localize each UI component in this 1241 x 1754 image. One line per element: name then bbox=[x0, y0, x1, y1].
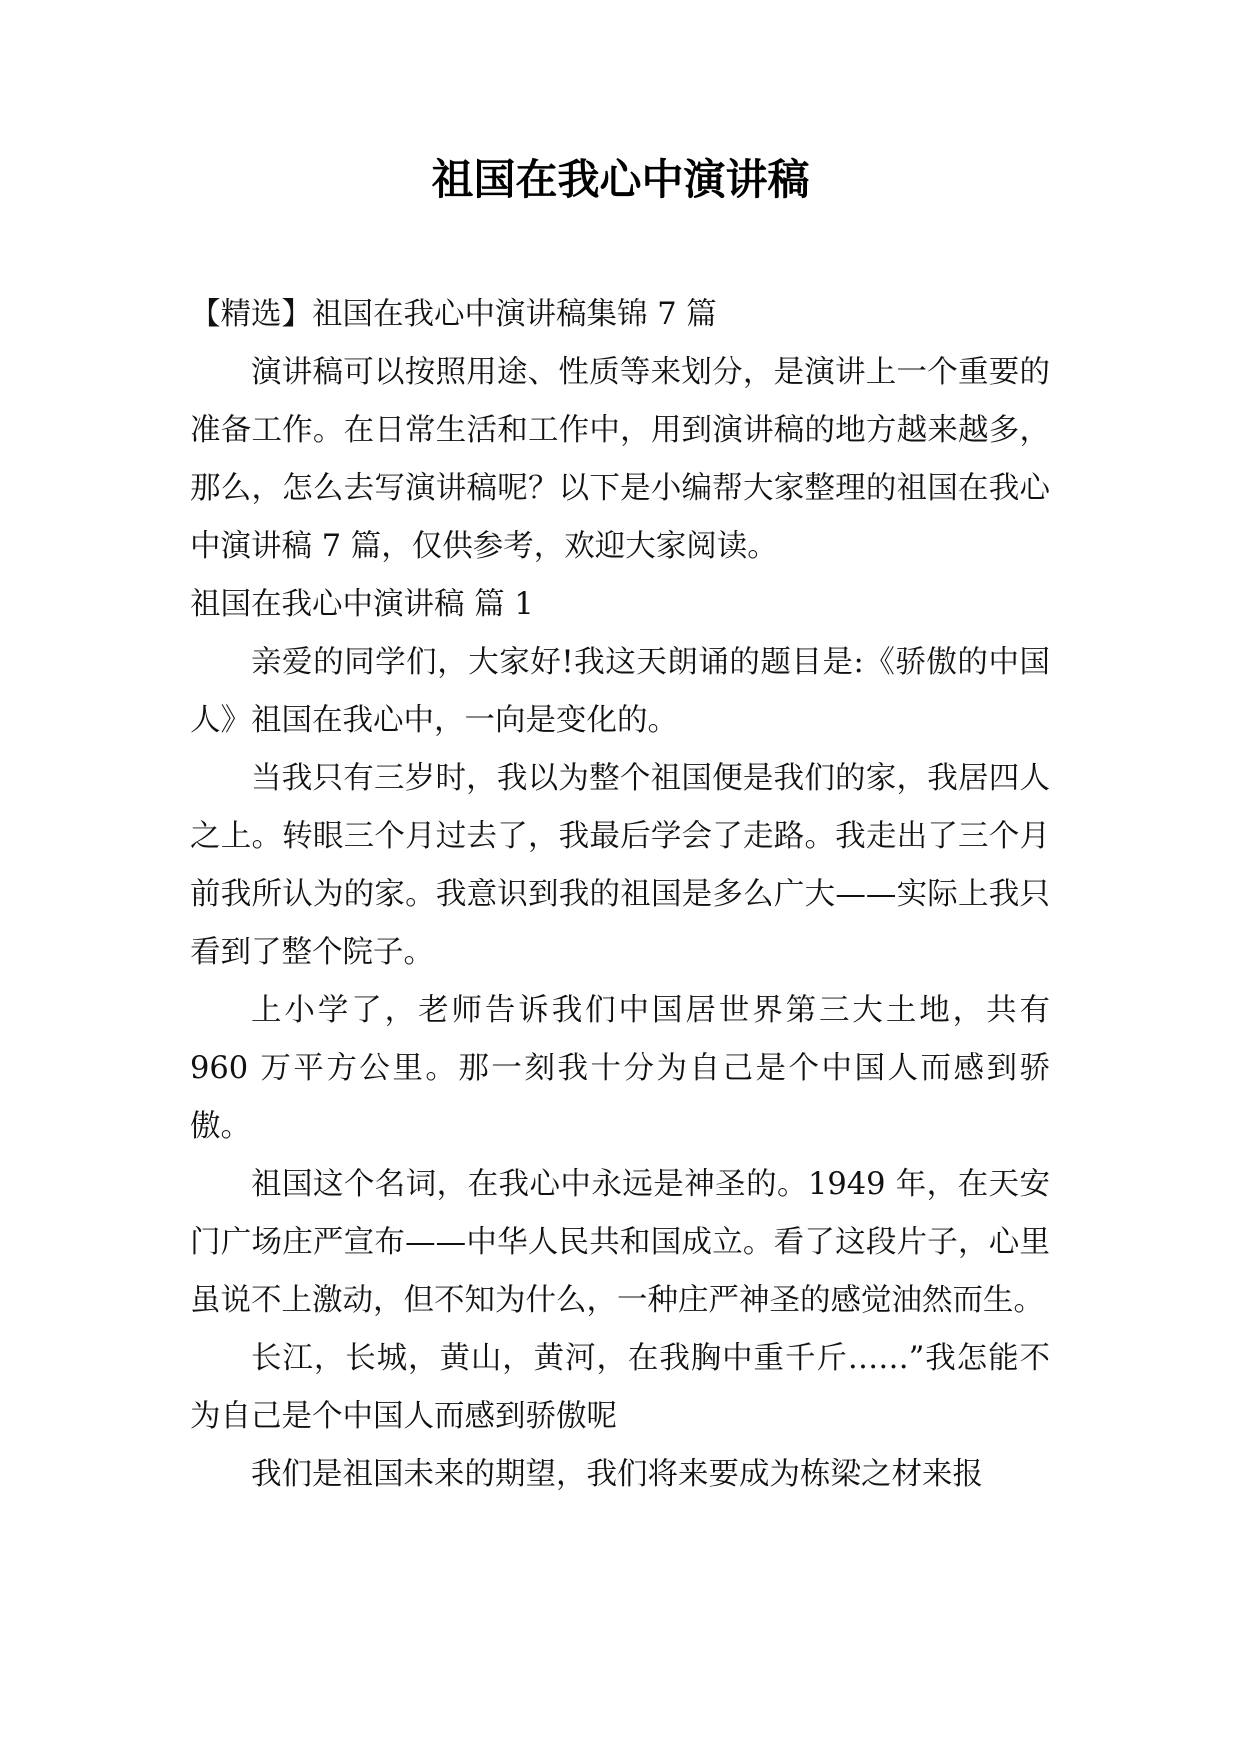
body-paragraph: 长江，长城，黄山，黄河，在我胸中重千斤……”我怎能不为自己是个中国人而感到骄傲呢 bbox=[190, 1341, 1050, 1434]
section-heading: 祖国在我心中演讲稿 篇 1 bbox=[190, 587, 534, 622]
body-paragraph: 当我只有三岁时，我以为整个祖国便是我们的家，我居四人之上。转眼三个月过去了，我最后学会了走路。我走出了三个月前我所认为的家。我意识到我的祖国是多么广大——实际上我只看到了整个院子。 bbox=[190, 761, 1050, 970]
document-body bbox=[190, 286, 1050, 1504]
body-paragraph: 亲爱的同学们，大家好!我这天朗诵的题目是:《骄傲的中国人》祖国在我心中，一向是变化的。 bbox=[190, 645, 1050, 738]
body-paragraph: 上小学了，老师告诉我们中国居世界第三大土地，共有 960 万平方公里。那一刻我十分为自己是个中国人而感到骄傲。 bbox=[190, 993, 1050, 1144]
intro-paragraph: 演讲稿可以按照用途、性质等来划分，是演讲上一个重要的准备工作。在日常生活和工作中，用到演讲稿的地方越来越多，那么，怎么去写演讲稿呢？以下是小编帮大家整理的祖国在我心中演讲稿 7 篇，仅供参考，欢迎大家阅读。 bbox=[190, 355, 1050, 564]
body-paragraph: 我们是祖国未来的期望，我们将来要成为栋梁之材来报 bbox=[251, 1457, 983, 1492]
body-paragraph: 祖国这个名词，在我心中永远是神圣的。1949 年，在天安门广场庄严宣布——中华人民共和国成立。看了这段片子，心里虽说不上激动，但不知为什么，一种庄严神圣的感觉油然而生。 bbox=[190, 1167, 1050, 1318]
document-subtitle: 【精选】祖国在我心中演讲稿集锦 7 篇 bbox=[190, 297, 717, 332]
document-title: 祖国在我心中演讲稿 bbox=[431, 155, 810, 204]
